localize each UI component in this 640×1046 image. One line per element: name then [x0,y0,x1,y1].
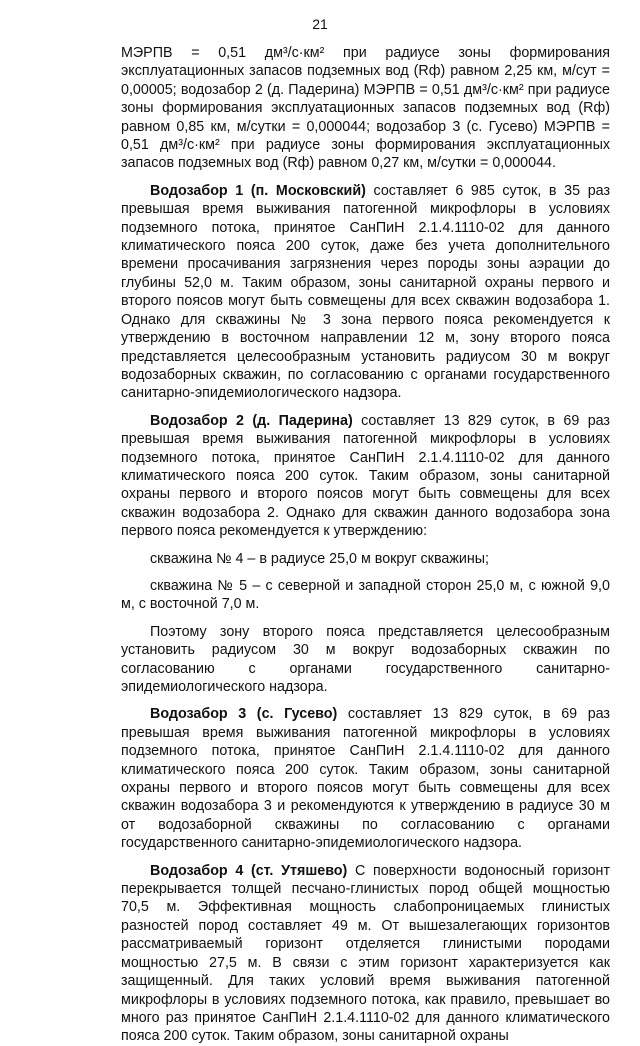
water-intake-1-text: составляет 6 985 суток, в 35 раз превышая время выживания патогенной микрофлоры в условиях подземного потока, принятое СанПиН 2.1.4.1110-02 для данного климатического пояса 200 суток, даже без учета дополнительного времени просачивания загрязнения через породы зоны аэрации до глубины 52,0 м. Таким образом, зоны санитарной охраны первого и второго поясов могут быть совмещены для всех скважин водозабора 1. Однако для скважины № 3 зона первого пояса рекомендуется к утверждению в восточном направлении 12 м, зону второго пояса представляется целесообразным установить радиусом 30 м вокруг водозаборных скважин, по согласованию с органами государственного санитарно-эпидемиологического надзора. [121,182,610,402]
paragraph-water-intake-4 [121,862,610,1046]
water-intake-4-heading: Водозабор 4 (ст. Утяшево) [150,862,348,879]
well-5-item: скважина № 5 – с северной и западной сторон 25,0 м, с южной 9,0 м, с восточной 7,0 м. [121,577,610,613]
water-intake-3-text: составляет 13 829 суток, в 69 раз превышая время выживания патогенной микрофлоры в условиях подземного потока, принятое СанПиН 2.1.4.1110-02 для данного климатического пояса 200 суток. Таким образом, зоны санитарной охраны первого и второго поясов могут быть совмещены для всех скважин водозабора 3 и рекомендуются к утверждению в радиусе 30 м от водозаборной скважины по согласованию с органами государственного санитарно-эпидемиологического надзора. [121,706,610,852]
water-intake-3-heading: Водозабор 3 (с. Гусево) [150,706,338,723]
water-intake-2-text: составляет 13 829 суток, в 69 раз превышая время выживания патогенной микрофлоры в условиях подземного потока, принятое СанПиН 2.1.4.1110-02 для данного климатического пояса 200 суток. Таким образом, зоны санитарной охраны первого и второго поясов могут быть совмещены для всех скважин водозабора 2. Однако для скважин данного водозабора зона первого пояса рекомендуется к утверждению: [121,412,610,540]
paragraph-water-intake-2 [121,412,610,541]
page-number: 21 [312,16,328,32]
document-body [121,44,610,1046]
second-belt-paragraph: Поэтому зону второго пояса представляется целесообразным установить радиусом 30 м вокруг водозаборных скважин по согласованию с органами государственного санитарно-эпидемиологического надзора. [121,623,610,695]
paragraph-water-intake-1 [121,182,610,403]
water-intake-4-text: С поверхности водоносный горизонт перекрывается толщей песчано-глинистых пород общей мощностью 70,5 м. Эффективная мощность слабопроницаемых глинистых разностей пород составляет 49 м. От вышезалегающих горизонтов рассматриваемый горизонт отделяется глинистыми породами мощностью 27,5 м. В связи с этим горизонт характеризуется как защищенный. Для таких условий время выживания патогенной микрофлоры в условиях подземного потока, как правило, превышает во много раз принятое СанПиН 2.1.4.1110-02 для данного климатического пояса 200 суток. Таким образом, зоны санитарной охраны [121,862,611,1045]
water-intake-2-heading: Водозабор 2 (д. Падерина) [150,412,353,429]
well-4-item: скважина № 4 – в радиусе 25,0 м вокруг скважины; [150,550,490,567]
water-intake-1-heading: Водозабор 1 (п. Московский) [150,182,366,199]
intro-paragraph: МЭРПВ = 0,51 дм³/с·км² при радиусе зоны формирования эксплуатационных запасов подземных вод (Rф) равном 2,25 км, м/сут = 0,00005; водозабор 2 (д. Падерина) МЭРПВ = 0,51 дм³/с·км² при радиусе зоны формирования эксплуатационных запасов подземных вод (Rф) равном 0,85 км, м/сутки = 0,000044; водозабор 3 (с. Гусево) МЭРПВ = 0,51 дм³/с·км² при радиусе зоны формирования эксплуатационных запасов подземных вод (Rф) равном 0,27 км, м/сутки = 0,000044. [121,45,610,172]
paragraph-water-intake-3 [121,705,610,852]
